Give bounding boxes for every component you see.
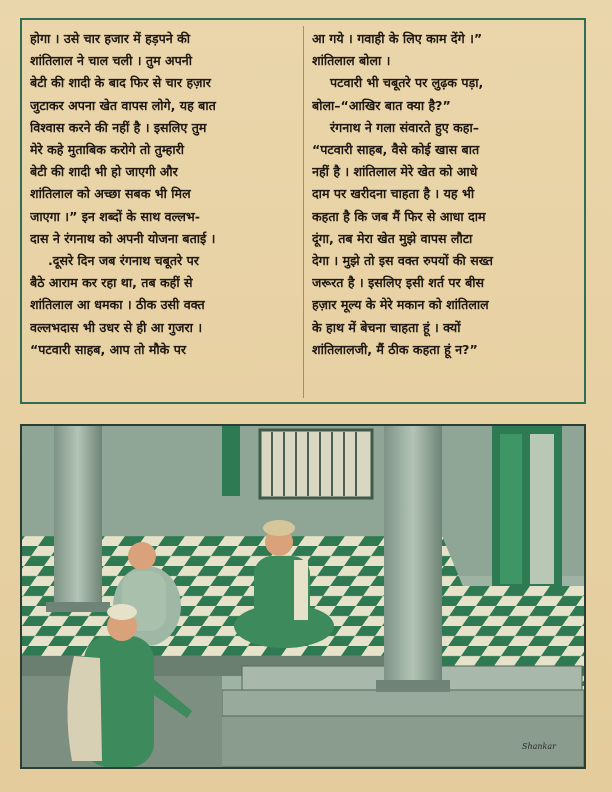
right-text-line: शांतिलालजी, मैं ठीक कहता हूं न?”	[312, 341, 478, 357]
left-text-line: विश्वास करने की नहीं है । इसलिए तुम	[30, 119, 207, 135]
artist-signature: Shankar	[522, 742, 556, 751]
left-text-line: .दूसरे दिन जब रंगनाथ चबूतरे पर	[48, 253, 199, 269]
right-text-line: पटवारी भी चबूतरे पर लुढ़क पड़ा,	[330, 75, 484, 91]
left-text-line: शांतिलाल ने चाल चली । तुम अपनी	[30, 53, 193, 69]
right-text-line: शांतिलाल बोला ।	[312, 53, 391, 69]
left-text-line: मेरे कहे मुताबिक करोगे तो तुम्हारी	[30, 142, 185, 158]
right-text-line: रंगनाथ ने गला संवारते हुए कहा–	[330, 119, 480, 135]
right-text-line: नहीं है । शांतिलाल मेरे खेत को आधे	[312, 164, 478, 180]
right-text-line: देगा । मुझे तो इस वक्त रुपयों की सख्त	[312, 253, 493, 269]
left-text-line: बेटी की शादी भी हो जाएगी और	[30, 164, 178, 180]
left-text-line: शांतिलाल आ धमका । ठीक उसी वक्त	[30, 297, 205, 313]
pillar-left	[54, 426, 102, 606]
courtyard-scene	[22, 426, 584, 767]
text-column-right	[312, 28, 576, 398]
left-text-line: दास ने रंगनाथ को अपनी योजना बताई ।	[30, 230, 216, 246]
left-text-line: शांतिलाल को अच्छा सबक भी मिल	[30, 186, 191, 202]
right-text-line: के हाथ में बेचना चाहता हूं । क्यों	[312, 319, 461, 335]
right-text-line: दाम पर खरीदना चाहता है । यह भी	[312, 186, 475, 202]
right-text-line: हज़ार मूल्य के मेरे मकान को शांतिलाल	[312, 297, 489, 313]
right-text-line: बोला–“आखिर बात क्या है?”	[312, 97, 451, 113]
right-text-line: “पटवारी साहब, वैसे कोई खास बात	[312, 142, 480, 158]
left-text-line: वल्लभदास भी उधर से ही आ गुजरा ।	[30, 319, 203, 335]
right-text-line: कहता है कि जब मैं फिर से आधा दाम	[312, 208, 486, 224]
story-text-frame	[20, 18, 586, 404]
wall-door-frame	[222, 426, 240, 496]
right-text-line: आ गये । गवाही के लिए काम देंगे ।”	[312, 31, 483, 46]
text-column-left	[30, 28, 294, 398]
right-text-line: दूंगा, तब मेरा खेत मुझे वापस लौटा	[312, 230, 473, 246]
story-illustration	[20, 424, 586, 769]
pillar-right	[384, 426, 442, 684]
left-text-line: होगा । उसे चार हजार में हड़पने की	[30, 31, 191, 46]
left-text-line: जाएगा ।” इन शब्दों के साथ वल्लभ-	[30, 208, 200, 224]
column-divider	[303, 26, 304, 398]
right-text-line: जरूरत है । इसलिए इसी शर्त पर बीस	[312, 275, 485, 291]
left-text-line: “पटवारी साहब, आप तो मौके पर	[30, 341, 187, 357]
left-text-line: बेटी की शादी के बाद फिर से चार हज़ार	[30, 75, 211, 91]
left-text-line: जुटाकर अपना खेत वापस लोगे, यह बात	[30, 97, 216, 113]
left-text-line: बैठे आराम कर रहा था, तब कहीं से	[30, 275, 193, 291]
